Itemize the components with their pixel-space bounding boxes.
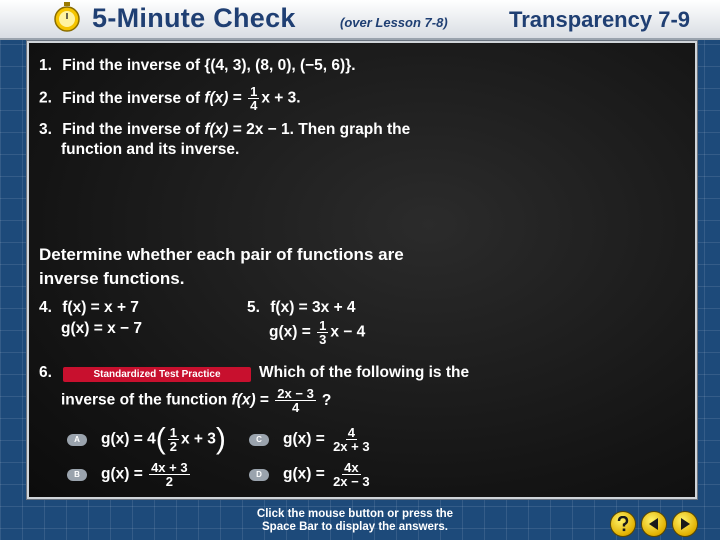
denominator: 2x + 3 bbox=[333, 439, 370, 454]
denominator: 4 bbox=[291, 400, 300, 415]
choice-b[interactable] bbox=[67, 461, 192, 488]
equals-sign: = bbox=[228, 89, 247, 107]
question-6-text: Which of the following is the bbox=[259, 364, 470, 381]
header-bar bbox=[0, 0, 720, 40]
choice-expression-tail: x + 3 bbox=[180, 430, 216, 448]
fraction bbox=[149, 461, 190, 488]
left-paren: ( bbox=[155, 422, 166, 456]
denominator: 2 bbox=[165, 474, 173, 489]
question-3 bbox=[39, 121, 410, 139]
question-5 bbox=[247, 299, 356, 317]
page-title: 5-Minute Check bbox=[92, 3, 296, 33]
fraction bbox=[275, 387, 316, 414]
function-name: f(x) bbox=[204, 121, 229, 138]
choice-c[interactable] bbox=[249, 426, 374, 453]
arrow-right-icon bbox=[678, 517, 692, 531]
choice-a[interactable] bbox=[67, 422, 226, 456]
numerator: 2x − 3 bbox=[277, 386, 314, 401]
question-mark: ? bbox=[321, 391, 332, 409]
arrow-left-icon bbox=[647, 517, 661, 531]
choice-expression-prefix: g(x) = bbox=[283, 465, 330, 483]
equals-sign: = bbox=[255, 391, 274, 409]
numerator: 1 bbox=[319, 318, 327, 333]
fraction bbox=[331, 426, 372, 453]
question-6-line-2 bbox=[61, 387, 331, 414]
numerator: 4 bbox=[347, 425, 355, 440]
function-f: f(x) = 3x + 4 bbox=[270, 299, 356, 316]
lesson-subtitle: (over Lesson 7-8) bbox=[340, 15, 448, 30]
numerator: 4x bbox=[344, 460, 359, 475]
fraction bbox=[331, 461, 372, 488]
question-5-function-g bbox=[269, 319, 365, 346]
question-mark-icon bbox=[616, 516, 630, 532]
footer-line-1: Click the mouse button or press the bbox=[256, 508, 454, 520]
choice-d[interactable] bbox=[249, 461, 374, 488]
denominator: 3 bbox=[319, 332, 327, 347]
help-button[interactable] bbox=[610, 511, 636, 537]
denominator: 4 bbox=[250, 98, 258, 113]
question-number: 5. bbox=[247, 299, 260, 316]
choice-label-c: C bbox=[249, 434, 269, 446]
question-text: Find the inverse of {(4, 3), (8, 0), (−5, 6)}. bbox=[62, 57, 356, 74]
choice-label-d: D bbox=[249, 469, 269, 481]
question-number: 4. bbox=[39, 299, 52, 316]
question-2 bbox=[39, 85, 301, 112]
next-button[interactable] bbox=[672, 511, 698, 537]
fraction bbox=[168, 426, 179, 453]
transparency-label: Transparency 7-9 bbox=[509, 7, 690, 32]
choice-expression-prefix: g(x) = bbox=[283, 430, 330, 448]
footer-instruction bbox=[240, 508, 470, 534]
function-f: f(x) = x + 7 bbox=[62, 299, 139, 316]
section-heading-line-1: Determine whether each pair of functions are bbox=[39, 245, 404, 264]
fraction bbox=[317, 319, 328, 346]
function-g-tail: x − 4 bbox=[330, 323, 366, 341]
section-heading bbox=[39, 243, 404, 291]
choice-label-b: B bbox=[67, 469, 87, 481]
previous-button[interactable] bbox=[641, 511, 667, 537]
question-text-cont: = 2x − 1. Then graph the bbox=[228, 121, 411, 138]
function-g-prefix: g(x) = bbox=[269, 323, 316, 341]
numerator: 4x + 3 bbox=[151, 460, 188, 475]
choice-label-a: A bbox=[67, 434, 87, 446]
choice-expression-prefix: g(x) = 4 bbox=[101, 430, 156, 448]
function-name: f(x) bbox=[204, 89, 229, 107]
section-heading-line-2: inverse functions. bbox=[39, 269, 185, 288]
question-text: Find the inverse of bbox=[62, 89, 205, 107]
standardized-test-badge: Standardized Test Practice bbox=[63, 367, 251, 382]
question-4-function-g: g(x) = x − 7 bbox=[61, 320, 142, 337]
question-panel bbox=[27, 41, 697, 499]
denominator: 2x − 3 bbox=[333, 474, 370, 489]
numerator: 1 bbox=[169, 425, 177, 440]
question-text: inverse of the function bbox=[61, 391, 232, 409]
right-paren: ) bbox=[215, 422, 226, 456]
question-number: 3. bbox=[39, 121, 52, 138]
fraction bbox=[248, 85, 259, 112]
question-1 bbox=[39, 57, 356, 75]
question-6-number: 6. bbox=[39, 364, 52, 381]
function-name: f(x) bbox=[231, 391, 256, 409]
footer-line-2: Space Bar to display the answers. bbox=[262, 521, 448, 533]
question-4 bbox=[39, 299, 139, 317]
question-3-line-2: function and its inverse. bbox=[61, 141, 240, 158]
stopwatch-icon bbox=[52, 2, 82, 32]
numerator: 1 bbox=[250, 84, 258, 99]
denominator: 2 bbox=[169, 439, 177, 454]
choice-expression-prefix: g(x) = bbox=[101, 465, 148, 483]
question-text: Find the inverse of bbox=[62, 121, 205, 138]
expression-tail: x + 3. bbox=[261, 89, 301, 107]
question-number: 1. bbox=[39, 57, 52, 74]
question-number: 2. bbox=[39, 89, 52, 107]
